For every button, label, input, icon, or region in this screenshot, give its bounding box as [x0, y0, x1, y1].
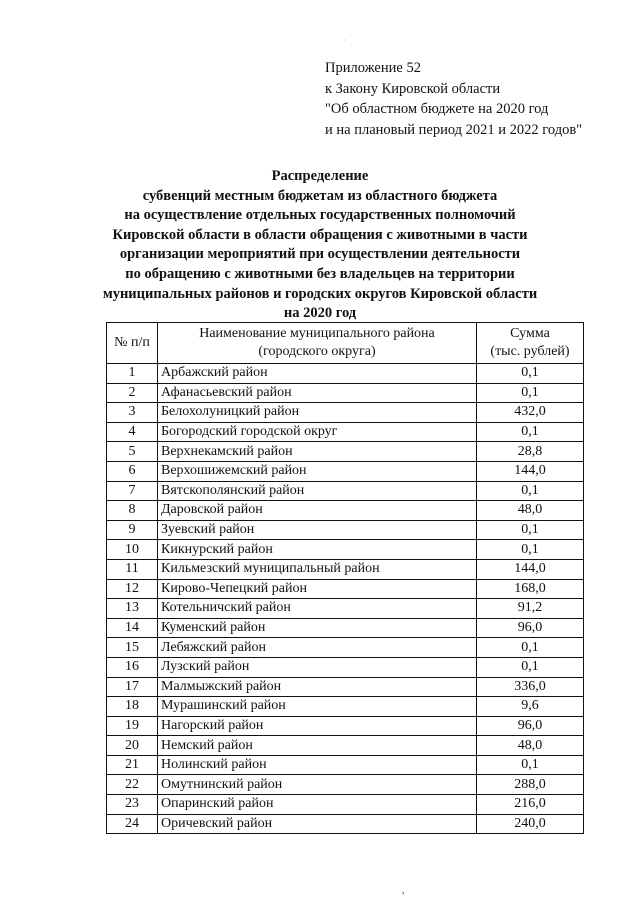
row-district-name: Богородский городской округ: [158, 422, 477, 442]
row-number: 6: [107, 461, 158, 481]
table-row: [107, 501, 584, 521]
row-district-name: Котельничский район: [158, 599, 477, 619]
row-amount: 0,1: [477, 383, 584, 403]
row-number: 13: [107, 599, 158, 619]
row-amount: 0,1: [477, 422, 584, 442]
row-number: 20: [107, 736, 158, 756]
header-sum: [477, 323, 584, 364]
title-line: муниципальных районов и городских округов Кировской области: [102, 285, 538, 302]
row-number: 5: [107, 442, 158, 462]
row-number: 17: [107, 677, 158, 697]
table-row: [107, 383, 584, 403]
table-row: [107, 403, 584, 423]
row-district-name: Верхошижемский район: [158, 461, 477, 481]
row-number: 23: [107, 795, 158, 815]
row-district-name: Зуевский район: [158, 520, 477, 540]
title-line: на осуществление отдельных государственных полномочий: [124, 207, 516, 224]
appendix-line: и на плановый период 2021 и 2022 годов": [325, 121, 583, 138]
row-district-name: Даровской район: [158, 501, 477, 521]
table-row: [107, 697, 584, 717]
table-row: [107, 657, 584, 677]
row-amount: 0,1: [477, 540, 584, 560]
header-name-line1: Наименование муниципального района: [199, 326, 435, 341]
title-line: Распределение: [271, 168, 369, 184]
row-number: 14: [107, 618, 158, 638]
row-district-name: Малмыжский район: [158, 677, 477, 697]
row-number: 7: [107, 481, 158, 501]
row-number: 3: [107, 403, 158, 423]
scan-speck: ·: [343, 36, 346, 45]
row-number: 10: [107, 540, 158, 560]
scan-speck: ,: [402, 885, 405, 896]
row-district-name: Афанасьевский район: [158, 383, 477, 403]
row-district-name: Нолинский район: [158, 755, 477, 775]
row-district-name: Опаринский район: [158, 795, 477, 815]
row-district-name: Немский район: [158, 736, 477, 756]
title-line: субвенций местным бюджетам из областного бюджета: [142, 187, 498, 204]
row-district-name: Лузский район: [158, 657, 477, 677]
row-amount: 0,1: [477, 364, 584, 384]
table-row: [107, 364, 584, 384]
table-row: [107, 716, 584, 736]
header-number-label: № п/п: [114, 335, 150, 350]
row-number: 9: [107, 520, 158, 540]
row-amount: 168,0: [477, 579, 584, 599]
table-row: [107, 422, 584, 442]
table-header-row: [107, 323, 584, 364]
table-row: [107, 540, 584, 560]
table-row: [107, 481, 584, 501]
row-district-name: Омутнинский район: [158, 775, 477, 795]
row-amount: 144,0: [477, 461, 584, 481]
distribution-table: [106, 322, 584, 834]
row-number: 11: [107, 559, 158, 579]
row-district-name: Арбажский район: [158, 364, 477, 384]
row-amount: 0,1: [477, 657, 584, 677]
row-amount: 96,0: [477, 618, 584, 638]
row-district-name: Лебяжский район: [158, 638, 477, 658]
row-amount: 216,0: [477, 795, 584, 815]
appendix-line: Приложение 52: [325, 60, 421, 76]
row-amount: 0,1: [477, 520, 584, 540]
row-amount: 9,6: [477, 697, 584, 717]
row-number: 18: [107, 697, 158, 717]
table-row: [107, 520, 584, 540]
row-number: 1: [107, 364, 158, 384]
row-number: 22: [107, 775, 158, 795]
title-line: по обращению с животными без владельцев на территории: [125, 265, 515, 282]
header-name-line2: (городского округа): [258, 344, 376, 359]
appendix-line: "Об областном бюджете на 2020 год: [325, 101, 549, 117]
row-district-name: Кильмезский муниципальный район: [158, 559, 477, 579]
table-row: [107, 755, 584, 775]
row-amount: 91,2: [477, 599, 584, 619]
row-amount: 240,0: [477, 814, 584, 834]
table-row: [107, 736, 584, 756]
row-district-name: Кикнурский район: [158, 540, 477, 560]
row-amount: 0,1: [477, 481, 584, 501]
row-amount: 0,1: [477, 638, 584, 658]
row-number: 12: [107, 579, 158, 599]
title-line: Кировской области в области обращения с животными в части: [112, 226, 528, 243]
appendix-line: к Закону Кировской области: [325, 80, 501, 97]
table-row: [107, 618, 584, 638]
row-number: 15: [107, 638, 158, 658]
title-line: организации мероприятий при осуществлении деятельности: [119, 246, 521, 263]
row-district-name: Оричевский район: [158, 814, 477, 834]
row-amount: 432,0: [477, 403, 584, 423]
row-district-name: Мурашинский район: [158, 697, 477, 717]
table-row: [107, 677, 584, 697]
row-district-name: Белохолуницкий район: [158, 403, 477, 423]
row-district-name: Верхнекамский район: [158, 442, 477, 462]
row-amount: 144,0: [477, 559, 584, 579]
row-number: 8: [107, 501, 158, 521]
row-district-name: Нагорский район: [158, 716, 477, 736]
row-amount: 336,0: [477, 677, 584, 697]
row-number: 19: [107, 716, 158, 736]
row-number: 21: [107, 755, 158, 775]
row-amount: 0,1: [477, 755, 584, 775]
header-name: [158, 323, 477, 364]
row-number: 24: [107, 814, 158, 834]
table-row: [107, 442, 584, 462]
row-number: 2: [107, 383, 158, 403]
row-district-name: Кирово-Чепецкий район: [158, 579, 477, 599]
table-row: [107, 461, 584, 481]
table-row: [107, 559, 584, 579]
row-amount: 288,0: [477, 775, 584, 795]
title-line: на 2020 год: [283, 305, 357, 322]
row-number: 16: [107, 657, 158, 677]
header-sum-line1: Сумма: [510, 326, 550, 341]
header-sum-line2: (тыс. рублей): [490, 344, 570, 359]
table-row: [107, 795, 584, 815]
row-district-name: Куменский район: [158, 618, 477, 638]
row-amount: 48,0: [477, 501, 584, 521]
table-row: [107, 638, 584, 658]
table-row: [107, 775, 584, 795]
appendix-header: [325, 58, 582, 140]
table-row: [107, 814, 584, 834]
document-title: [80, 167, 560, 324]
header-number: [107, 323, 158, 364]
row-amount: 28,8: [477, 442, 584, 462]
row-number: 4: [107, 422, 158, 442]
table-row: [107, 579, 584, 599]
row-district-name: Вятскополянский район: [158, 481, 477, 501]
row-amount: 96,0: [477, 716, 584, 736]
table-row: [107, 599, 584, 619]
row-amount: 48,0: [477, 736, 584, 756]
